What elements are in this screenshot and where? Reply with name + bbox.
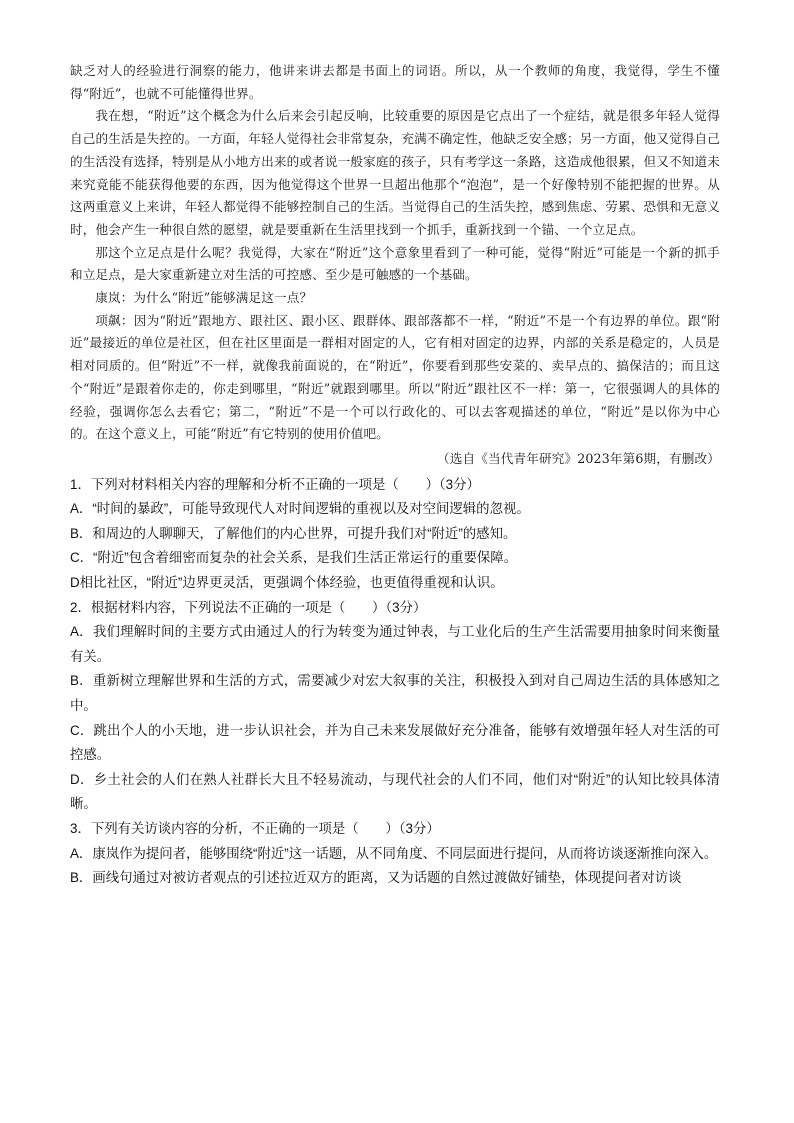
question-stem: 3．下列有关访谈内容的分析，不正确的一项是（ ）（3分） [70, 820, 440, 836]
option-a: A．我们理解时间的主要方式由通过人的行为转变为通过钟表，与工业化后的生产生活需要用抽象时间来衡量有关。 [70, 624, 720, 664]
question-1 [70, 473, 720, 596]
passage-paragraph-3: 那这个立足点是什么呢？我觉得，大家在“附近”这个意象里看到了一种可能，觉得“附近”可能是一个新的抓手和立足点，是大家重新建立对生活的可控感、至少是可触感的一个基础。 [70, 244, 720, 283]
option-c: C．“附近”包含着细密而复杂的社会关系，是我们生活正常运行的重要保障。 [70, 550, 518, 566]
passage-paragraph-2: 我在想，“附近”这个概念为什么后来会引起反响，比较重要的原因是它点出了一个症结，就是很多年轻人觉得自己的生活是失控的。一方面，年轻人觉得社会非常复杂，充满不确定性，他缺乏安全感；另一方面，他又觉得自己的生活没有选择，特别是从小地方出来的或者说一般家庭的孩子，只有考学这一条路，这造成他很累，但又不知道未来究竟能不能获得他要的东西，因为他觉得这个世界一旦超出他那个“泡泡”，是一个好像特别不能把握的世界。从这两重意义上来讲，年轻人都觉得不能够控制自己的生活。当觉得自己的生活失控，感到焦虑、劳累、恐惧和无意义时，他会产生一种很自然的愿望，就是要重新在生活里找到一个抓手，重新找到一个锚、一个立足点。 [70, 108, 720, 237]
option-d: D相比社区，“附近”边界更灵活，更强调个体经验，也更值得重视和认识。 [70, 575, 504, 591]
reading-passage [70, 60, 720, 471]
question-list [70, 473, 720, 891]
question-stem: 2．根据材料内容，下列说法不正确的一项是（ ）（3分） [70, 599, 427, 615]
exam-page [70, 60, 720, 891]
question-stem: 1．下列对材料相关内容的理解和分析不正确的一项是（ ）（3分） [70, 476, 480, 492]
passage-source: （选自《当代青年研究》2023年第6期，有删改） [437, 450, 720, 466]
option-d: D．乡土社会的人们在熟人社群长大且不轻易流动，与现代社会的人们不同，他们对“附近”的认知比较具体清晰。 [70, 771, 720, 812]
interviewee-answer: 项飙：因为“附近”跟地方、跟社区、跟小区、跟群体、跟部落都不一样，“附近”不是一个有边界的单位。跟“附近”最接近的单位是社区，但在社区里面是一群相对固定的人，它有相对固定的边界，内部的关系是稳定的，人员是相对同质的。但“附近”不一样，就像我前面说的，在“附近”，你要看到那些安菜的、卖早点的、搞保洁的；而且这个“附近”是跟着你走的，你走到哪里，“附近”就跟到哪里。所以“附近”跟社区不一样：第一，它很强调人的具体的经验，强调你怎么去看它；第二，“附近”不是一个可以行政化的、可以去客观描述的单位，“附近”是以你为中心的。在这个意义上，可能“附近”有它特别的使用价值吧。 [70, 312, 720, 442]
interviewer-question: 康岚：为什么“附近”能够满足这一点？ [95, 290, 313, 306]
option-a: A．康岚作为提问者，能够围绕“附近”这一话题，从不同角度、不同层面进行提问，从而将访谈逐渐推向深入。 [70, 845, 718, 861]
option-b: B．重新树立理解世界和生活的方式，需要减少对宏大叙事的关注，积极投入到对自己周边生活的具体感知之中。 [70, 673, 720, 713]
option-a: A．“时间的暴政”，可能导致现代人对时间逻辑的重视以及对空间逻辑的忽视。 [70, 501, 530, 517]
option-b: B．画线句通过对被访者观点的引述拉近双方的距离，又为话题的自然过渡做好铺垫，体现提问者对访谈 [70, 870, 682, 886]
option-c: C．跳出个人的小天地，进一步认识社会，并为自己未来发展做好充分准备，能够有效增强年轻人对生活的可控感。 [70, 722, 720, 763]
option-b: B．和周边的人聊聊天，了解他们的内心世界，可提升我们对“附近”的感知。 [70, 525, 517, 541]
question-2 [70, 596, 720, 817]
question-3 [70, 817, 720, 891]
passage-paragraph-1: 缺乏对人的经验进行洞察的能力，他讲来讲去都是书面上的词语。所以，从一个教师的角度，我觉得，学生不懂得“附近”，也就不可能懂得世界。 [70, 63, 720, 101]
